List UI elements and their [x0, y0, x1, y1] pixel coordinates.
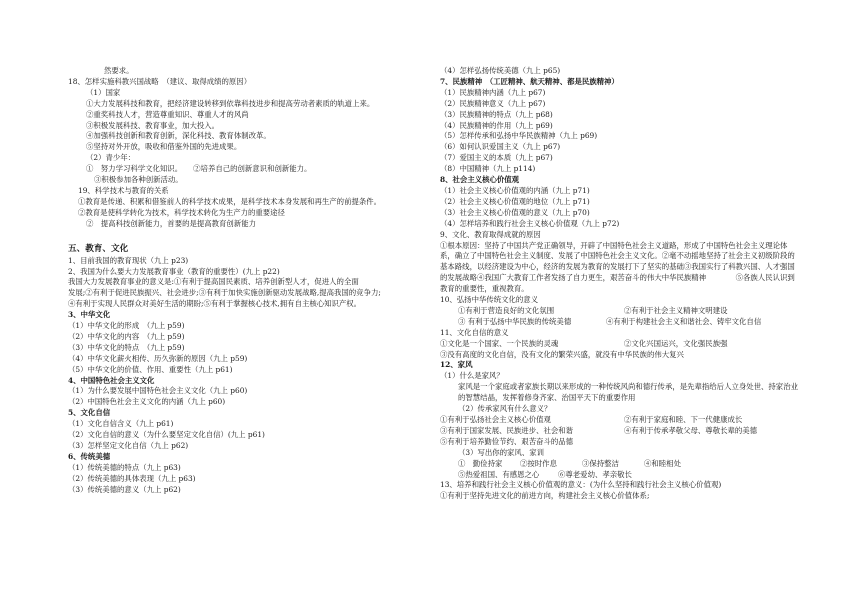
text-line: 13、培养和践行社会主义核心价值观的意义：(为什么坚持和践行社会主义核心价值观): [440, 480, 722, 490]
text-cell: ⑥尊老爱幼、孝亲敬长: [558, 469, 632, 479]
text-line: （1）传统美德的特点（九上 p63): [68, 462, 181, 472]
spacer: [68, 230, 420, 242]
item-heading: 8、社会主义核心价值观: [440, 175, 520, 185]
text-cell: ②有利于家庭和睦、下一代健康成长: [624, 415, 743, 424]
text-line: ④有利于实现人民群众对美好生活的期盼;⑤有利于掌握核心技术,拥有自主核心知识产权。: [68, 299, 362, 309]
text-cell: ④有利于传承孝敬父母、尊敬长辈的美德: [624, 425, 758, 435]
text-cell: ⑤热爱祖国、有感恩之心: [458, 469, 540, 479]
item-heading: 5、文化自信: [68, 408, 111, 418]
text-line: 发展;②有利于促进民族振兴、社会进步;③有利于加快实施创新驱动发展战略,提高我国的竞争力;: [68, 288, 381, 298]
text-line: 然要求。: [104, 66, 134, 75]
right-column: [440, 66, 802, 502]
text-line: 9、文化、教育取得成就的原因: [440, 229, 541, 239]
text-cell: ③ 有利于弘扬中华民族的传统美德: [458, 316, 572, 326]
text-line: （3）社会主义核心价值观的意义（九上 p70): [440, 207, 590, 217]
item-heading: 3、中华文化: [68, 310, 111, 320]
text-cell: ① 勤俭持家: [458, 458, 503, 468]
text-line: （3）怎样坚定文化自信（九上 p62): [68, 441, 189, 450]
text-line: 10、弘扬中华传统文化的意义: [440, 295, 539, 305]
text-line: ⑤坚持对外开放，吸收和借鉴外国的先进成果。: [86, 142, 242, 152]
text-line: 我国大力发展教育事业的意义是:①有利于提高国民素质、培养创新型人才，促进人的全面: [68, 277, 359, 287]
text-line: ②重奖科技人才，营造尊重知识、尊重人才的风尚: [86, 109, 249, 119]
text-line: ③积极发展科技、教育事业，加大投入。: [86, 120, 220, 130]
text-line: （4）怎样弘扬传统美德（九上 p65): [440, 66, 561, 75]
text-line: （5）中华文化的价值、作用、重要性（九上 p61): [68, 364, 233, 374]
text-cell: ③保持整洁: [582, 458, 619, 468]
text-cell: ②有利于社会主义精神文明建设: [624, 305, 728, 315]
item-heading: 4、中国特色社会主义文化: [68, 375, 155, 385]
text-line: ③没有高度的文化自信，没有文化的繁荣兴盛，就没有中华民族的伟大复兴: [440, 349, 684, 359]
text-line: [440, 426, 802, 437]
text-line: （1）国家: [86, 87, 121, 97]
text-line: ①教育是传递、积累和借鉴前人的科学技术成果，是科学技术本身发展和再生产的前提条件。: [78, 196, 382, 206]
text-line: ④加强科技创新和教育创新，深化科技、教育体制改革。: [86, 131, 271, 141]
text-line: ②教育是使科学转化为技术，科学技术转化为生产力的重要途径: [78, 207, 285, 217]
text-line: （1）什么是家风？: [440, 371, 504, 381]
text-line: ② 提高科技创新能力，首要的是提高教育创新能力: [86, 218, 256, 228]
text-line: （2）民族精神意义（九上 p67): [440, 98, 546, 108]
text-line: ①根本原因：坚持了中国共产党正确领导，开辟了中国特色社会主义道路，形成了中国特色社会主义理论体系，确立了中国特色社会主义制度、发展了中国特色社会主义文化。②毫不动摇地坚持了社会主义初级阶段的基本路线，以经济建设为中心，经济的发展为教育的发展打下了坚实的基础③我国实行了科教兴国、人才强国的发展战略④我国广大教育工作者发扬了自力更生，艰苦奋斗的伟大中华民族精神 ⑤各族人民认识到教育的重要性，重视教育。: [440, 240, 795, 294]
text-line: （5）怎样传承和弘扬中华民族精神（九上 p69): [440, 131, 598, 141]
section-heading: 五、教育、文化: [68, 243, 129, 254]
text-line: ①有利于坚持先进文化的前进方向，构建社会主义核心价值体系;: [440, 491, 650, 501]
text-line: （8）中国精神（九上 p114): [440, 164, 536, 174]
text-line: [440, 470, 802, 481]
text-line: [440, 415, 802, 426]
text-line: [440, 339, 802, 350]
text-line: 11、文化自信的意义: [440, 327, 509, 337]
text-line: （1）中华文化的形成 （九上 p59): [68, 321, 185, 331]
text-line: [440, 317, 802, 328]
text-cell: ①有利于营造良好的文化氛围: [458, 305, 555, 315]
text-line: （3）传统美德的意义（九上 p62): [68, 484, 181, 494]
text-line: 1、目前我国的教育现状（九上 p23): [68, 255, 189, 265]
text-line: （3）民族精神的特点（九上 p68): [440, 109, 553, 119]
item-heading: 7、民族精神 （工匠精神、航天精神、都是民族精神）: [440, 76, 619, 86]
text-cell: ④有利于构建社会主义和谐社会、铸牢文化自信: [606, 316, 762, 326]
text-line: （2）传统美德的具体表现（九上 p63): [68, 473, 196, 483]
text-line: 2、我国为什么要大力发展教育事业（教育的重要性）(九上 p22): [68, 266, 280, 276]
text-line: ① 努力学习科学文化知识。 ②培养自己的创新意识和创新能力。: [86, 164, 312, 174]
text-line: （3）中华文化的特点 （九上 p59): [68, 342, 185, 352]
text-line: （1）社会主义核心价值观的内涵（九上 p71): [440, 185, 590, 195]
text-line: （2）文化自信的意义（为什么要坚定文化自信）(九上 p61): [68, 430, 265, 440]
item-heading: 6、传统美德: [68, 451, 111, 461]
left-column: [68, 66, 420, 496]
text-line: （6）如何认识爱国主义（九上 p67): [440, 142, 561, 152]
text-line: （4）中华文化薪火相传、历久弥新的原因（九上 p59): [68, 353, 248, 363]
text-line: （4）民族精神的作用（九上 p69): [440, 120, 553, 130]
text-cell: ②按时作息: [520, 458, 557, 468]
text-line: （7）爱国主义的本质（九上 p67): [440, 153, 553, 163]
text-line: 19、科学技术与教育的关系: [78, 185, 169, 195]
text-cell: ②文化兴国运兴，文化强民族强: [624, 338, 728, 348]
text-line: 家风是一个家庭或者家族长期以来形成的一种传统风尚和德行传承，是先辈指给后人立身处世、持家治业的智慧结晶，发挥着修身齐家、治国平天下的重要作用: [458, 382, 798, 403]
item-heading: 12、家风: [440, 360, 473, 370]
text-line: （4）怎样培养和践行社会主义核心价值观（九上 p72): [440, 218, 620, 228]
text-cell: ①文化是一个国家、一个民族的灵魂: [440, 338, 559, 348]
text-cell: ③有利于国家发展、民族进步、社会和谐: [440, 425, 574, 435]
text-line: （3）写出你的家风、家训: [458, 447, 545, 457]
text-line: （2）中华文化的内容 （九上 p59): [68, 331, 185, 341]
text-line: ③积极参加各种创新活动。: [94, 175, 183, 185]
text-line: ⑤有利于培养勤俭节约、艰苦奋斗的品德: [440, 436, 574, 446]
text-cell: ①有利于弘扬社会主义核心价值观: [440, 415, 551, 424]
text-line: （2）传承家风有什么意义？: [458, 404, 552, 414]
text-line: （2）中国特色社会主义文化的内涵（九上 p60): [68, 397, 226, 407]
text-line: （1）为什么要发展中国特色社会主义文化（九上 p60): [68, 386, 248, 396]
text-line: [440, 306, 802, 317]
text-line: （1）民族精神内涵（九上 p67): [440, 87, 546, 97]
text-line: （2）青少年：: [86, 153, 136, 163]
text-line: （2）社会主义核心价值观的地位（九上 p71): [440, 196, 590, 206]
text-line: 18、怎样实施科教兴国战略 （建议、取得成绩的原因）: [68, 76, 252, 86]
text-line: ①大力发展科技和教育，把经济建设转移到依靠科技进步和提高劳动者素质的轨道上来。: [86, 98, 375, 108]
text-cell: ④和睦相处: [644, 458, 681, 468]
text-line: [440, 459, 802, 470]
text-line: （1）文化自信含义（九上 p61): [68, 419, 174, 429]
